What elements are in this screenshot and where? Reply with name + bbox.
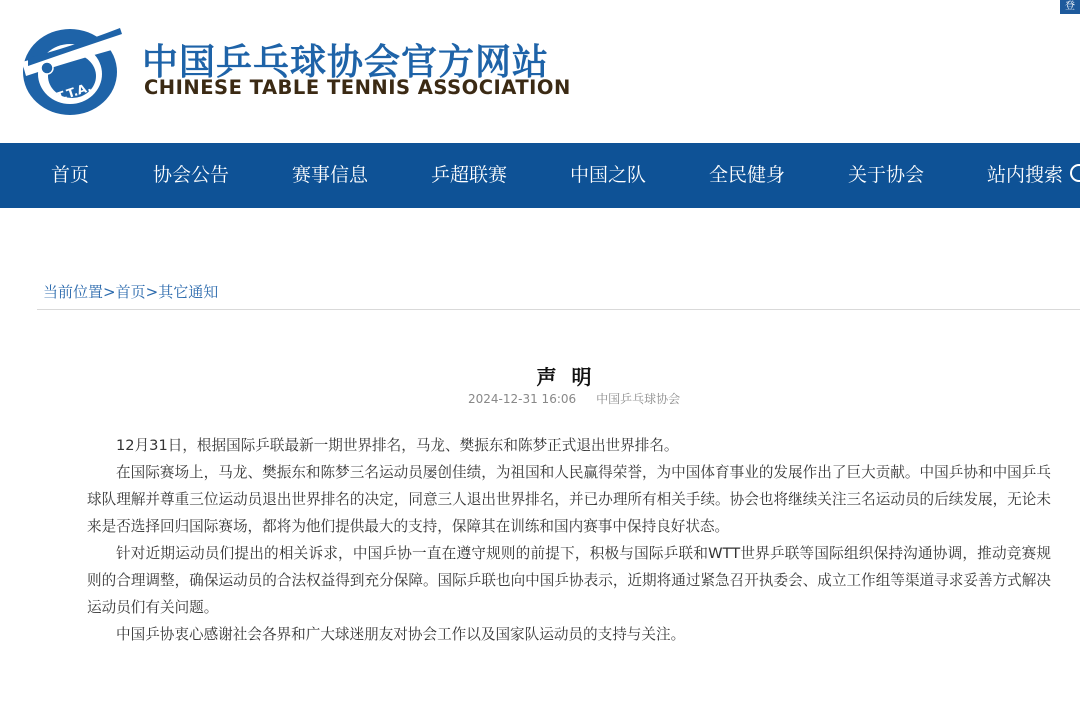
article-paragraph: 在国际赛场上，马龙、樊振东和陈梦三名运动员屡创佳绩，为祖国和人民赢得荣誉，为中国体育事业的发展作出了巨大贡献。中国乒协和中国乒乓球队理解并尊重三位运动员退出世界排名的决定，同意三人退出世界排名，并已办理所有相关手续。协会也将继续关注三名运动员的后续发展，无论未来是否选择回归国际赛场，都将为他们提供最大的支持，保障其在训练和国内赛事中保持良好状态。 bbox=[87, 464, 1051, 535]
nav-item-search[interactable]: 站内搜索 bbox=[987, 164, 1064, 186]
article-paragraph: 中国乒协衷心感谢社会各界和广大球迷朋友对协会工作以及国家队运动员的支持与关注。 bbox=[116, 626, 686, 643]
nav-item-home[interactable]: 首页 bbox=[51, 164, 90, 186]
search-icon[interactable] bbox=[1070, 164, 1080, 182]
site-header bbox=[0, 0, 1080, 143]
article-body bbox=[87, 432, 1051, 648]
logo-initials: T.T.A. bbox=[54, 79, 94, 105]
breadcrumb-separator: > bbox=[103, 283, 116, 301]
login-button[interactable]: 登 bbox=[1060, 0, 1080, 14]
breadcrumb-divider bbox=[37, 309, 1080, 310]
nav-item-super-league[interactable]: 乒超联赛 bbox=[431, 164, 508, 186]
breadcrumb-other-notices[interactable]: 其它通知 bbox=[158, 283, 219, 301]
breadcrumb-current-location[interactable]: 当前位置 bbox=[43, 283, 104, 301]
breadcrumb-separator: > bbox=[145, 283, 159, 301]
breadcrumb-home[interactable]: 首页 bbox=[115, 283, 146, 301]
article-datetime: 2024-12-31 16:06 bbox=[468, 392, 577, 406]
nav-item-about[interactable]: 关于协会 bbox=[848, 164, 925, 186]
article-meta bbox=[468, 390, 680, 407]
article-title: 声 明 bbox=[536, 365, 596, 390]
nav-item-events[interactable]: 赛事信息 bbox=[292, 164, 369, 186]
article-paragraph: 针对近期运动员们提出的相关诉求，中国乒协一直在遵守规则的前提下，积极与国际乒联和WTT世界乒联等国际组织保持沟通协调，推动竞赛规则的合理调整，确保运动员的合法权益得到充分保障。国际乒联也向中国乒协表示，近期将通过紧急召开执委会、成立工作组等渠道寻求妥善方式解决运动员们有关问题。 bbox=[87, 545, 1051, 616]
nav-item-fitness[interactable]: 全民健身 bbox=[709, 164, 786, 186]
nav-item-announcements[interactable]: 协会公告 bbox=[153, 164, 230, 186]
site-name-cn[interactable]: 中国乒乓球协会官方网站 bbox=[142, 42, 550, 83]
nav-item-national-team[interactable]: 中国之队 bbox=[570, 164, 647, 186]
article-paragraph: 12月31日，根据国际乒联最新一期世界排名，马龙、樊振东和陈梦正式退出世界排名。 bbox=[116, 437, 679, 454]
tta-logo-icon[interactable] bbox=[18, 22, 126, 116]
article-source: 中国乒乓球协会 bbox=[596, 392, 681, 406]
site-name-en: CHINESE TABLE TENNIS ASSOCIATION bbox=[144, 76, 571, 99]
main-nav bbox=[0, 143, 1080, 208]
breadcrumb bbox=[43, 281, 218, 302]
